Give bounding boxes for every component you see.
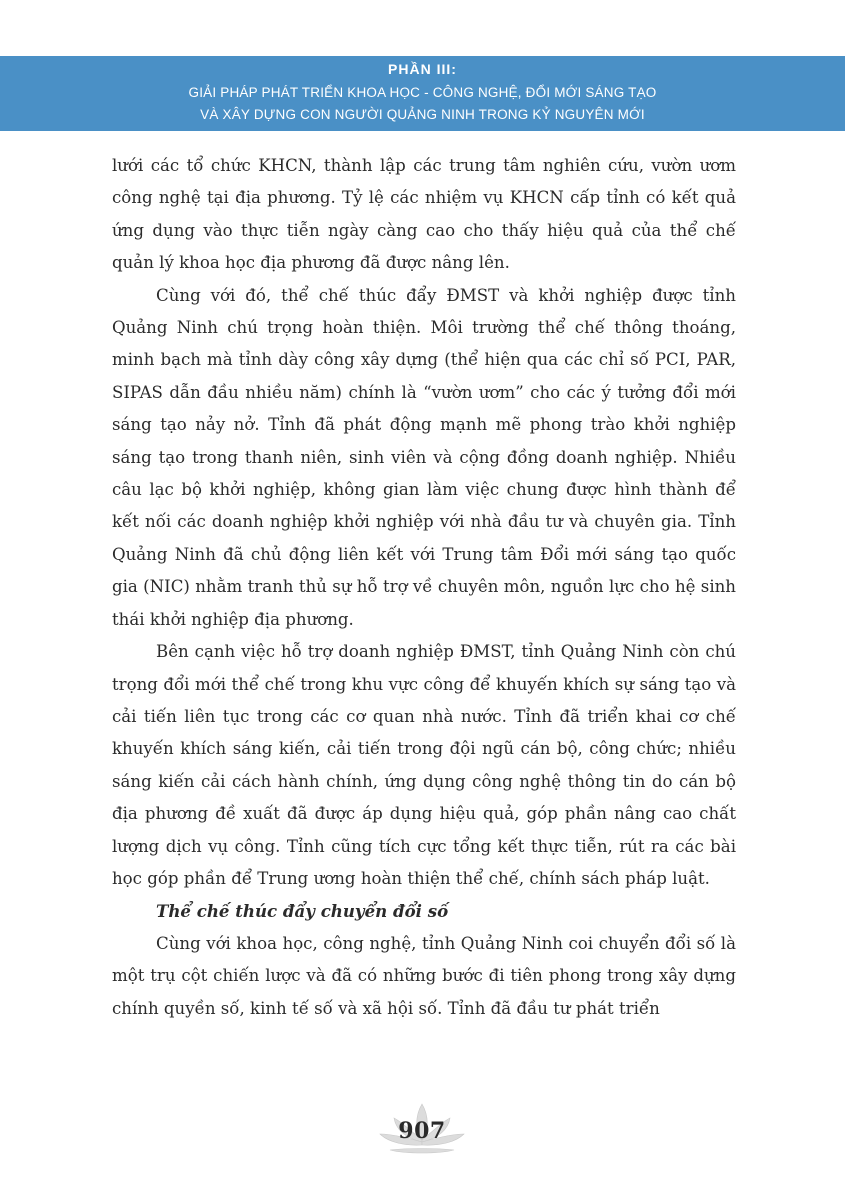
part-subtitle-line-1: GIẢI PHÁP PHÁT TRIỂN KHOA HỌC - CÔNG NGHỆ, ĐỔI MỚI SÁNG TẠO (188, 85, 657, 100)
body-text (112, 150, 736, 1025)
paragraph: Bên cạnh việc hỗ trợ doanh nghiệp ĐMST, tỉnh Quảng Ninh còn chú trọng đổi mới thể chế trong khu vực công để khuyến khích sự sáng tạo và cải tiến liên tục trong các cơ quan nhà nước. Tỉnh đã triển khai cơ chế khuyến khích sáng kiến, cải tiến trong đội ngũ cán bộ, công chức; nhiều sáng kiến cải cách hành chính, ứng dụng công nghệ thông tin do cán bộ địa phương đề xuất đã được áp dụng hiệu quả, góp phần nâng cao chất lượng dịch vụ công. Tỉnh cũng tích cực tổng kết thực tiễn, rút ra các bài học góp phần để Trung ương hoàn thiện thể chế, chính sách pháp luật. (112, 642, 736, 888)
paragraph: Cùng với đó, thể chế thúc đẩy ĐMST và khởi nghiệp được tỉnh Quảng Ninh chú trọng hoàn thiện. Môi trường thể chế thông thoáng, minh bạch mà tỉnh dày công xây dựng (thể hiện qua các chỉ số PCI, PAR, SIPAS dẫn đầu nhiều năm) chính là “vườn ươm” cho các ý tưởng đổi mới sáng tạo nảy nở. Tỉnh đã phát động mạnh mẽ phong trào khởi nghiệp sáng tạo trong thanh niên, sinh viên và cộng đồng doanh nghiệp. Nhiều câu lạc bộ khởi nghiệp, không gian làm việc chung được hình thành để kết nối các doanh nghiệp khởi nghiệp với nhà đầu tư và chuyên gia. Tỉnh Quảng Ninh đã chủ động liên kết với Trung tâm Đổi mới sáng tạo quốc gia (NIC) nhằm tranh thủ sự hỗ trợ về chuyên môn, nguồn lực cho hệ sinh thái khởi nghiệp địa phương. (112, 285, 736, 629)
paragraph-continued: lưới các tổ chức KHCN, thành lập các trung tâm nghiên cứu, vườn ươm công nghệ tại địa phương. Tỷ lệ các nhiệm vụ KHCN cấp tỉnh có kết quả ứng dụng vào thực tiễn ngày càng cao cho thấy hiệu quả của thể chế quản lý khoa học địa phương đã được nâng lên. (112, 156, 736, 273)
section-subheading: Thể chế thúc đẩy chuyển đổi số (156, 901, 449, 922)
part-subtitle-line-2: VÀ XÂY DỰNG CON NGƯỜI QUẢNG NINH TRONG KỶ NGUYÊN MỚI (200, 107, 645, 122)
paragraph: Cùng với khoa học, công nghệ, tỉnh Quảng Ninh coi chuyển đổi số là một trụ cột chiến lược và đã có những bước đi tiên phong trong xây dựng chính quyền số, kinh tế số và xã hội số. Tỉnh đã đầu tư phát triển (112, 933, 736, 1018)
part-title: PHẦN III: (388, 61, 457, 77)
page-number: 907 (398, 1118, 446, 1144)
chapter-header-band (0, 56, 845, 131)
